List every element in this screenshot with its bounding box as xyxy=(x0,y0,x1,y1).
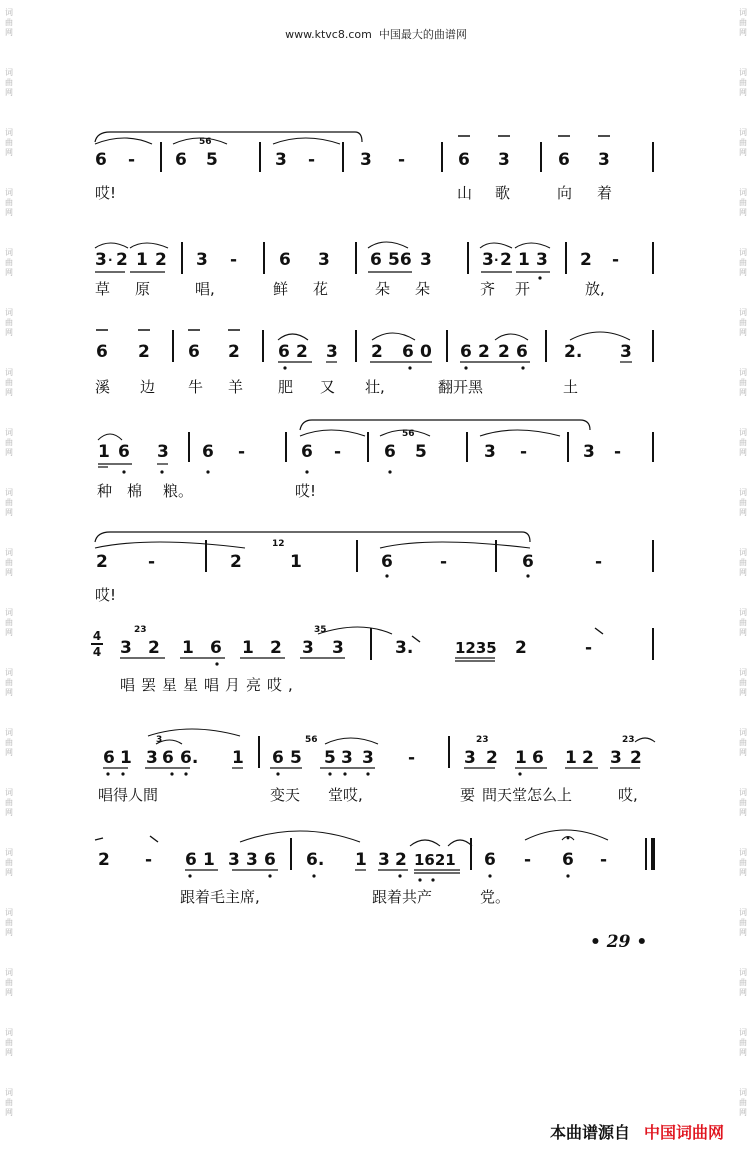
note: 6 xyxy=(458,150,470,170)
watermark-text: 词 曲 网 xyxy=(739,188,747,217)
lyric: 哎! xyxy=(95,586,117,604)
note: 2 xyxy=(371,342,383,362)
watermark-text: 词 曲 网 xyxy=(5,128,13,157)
note: 6 xyxy=(532,748,544,768)
lyrics-line xyxy=(120,676,299,694)
note: - xyxy=(612,250,620,270)
note: 3 xyxy=(420,250,432,270)
barline xyxy=(652,432,654,462)
note: 3 xyxy=(598,150,610,170)
watermark-text: 词 曲 网 xyxy=(739,428,747,457)
barline xyxy=(181,242,183,274)
lyric: 向 xyxy=(557,184,573,202)
page-header xyxy=(0,26,752,42)
watermark-text: 词 曲 网 xyxy=(739,788,747,817)
note: 2 xyxy=(580,250,592,270)
note: 6 xyxy=(175,150,187,170)
lyric: 边 xyxy=(140,378,156,396)
watermark-text: 词 曲 网 xyxy=(5,968,13,997)
grace-note: 56 xyxy=(305,735,318,745)
lyric: 花 xyxy=(313,280,329,298)
watermark-text: 词 曲 网 xyxy=(5,1028,13,1057)
barline xyxy=(466,432,468,462)
note: - xyxy=(585,638,593,658)
lyric: 要 xyxy=(460,786,476,804)
barline xyxy=(262,330,264,362)
barline xyxy=(370,628,372,660)
note: 6 xyxy=(522,552,534,572)
note: 6 xyxy=(558,150,570,170)
note: 6 xyxy=(272,748,284,768)
slur-overlay xyxy=(0,232,752,312)
watermark-text: 词 曲 网 xyxy=(5,308,13,337)
note: - xyxy=(520,442,528,462)
note: 6 xyxy=(460,342,472,362)
lyric: 放, xyxy=(585,280,605,298)
barline xyxy=(188,432,190,462)
note: 3 xyxy=(484,442,496,462)
barline xyxy=(448,736,450,768)
note: 6 xyxy=(162,748,174,768)
barline xyxy=(441,142,443,172)
grace-note: 56 xyxy=(402,429,415,439)
note: 2. xyxy=(564,342,583,362)
lyric: 变天 xyxy=(270,786,301,804)
note: 1 xyxy=(518,250,530,270)
note: - xyxy=(308,150,316,170)
watermark-text: 词 曲 网 xyxy=(5,248,13,277)
note: 3 xyxy=(146,748,158,768)
lyric: 开 xyxy=(515,280,531,298)
note: 1 xyxy=(355,850,367,870)
barline xyxy=(652,330,654,362)
note: 6 xyxy=(95,150,107,170)
score-system-2: 3 · 2 1 2 3 - 6 3 6 56 3 3 · 2 1 3 2 - 草 原 唱, 鲜 花 朵 朵 齐 开 放, xyxy=(0,232,752,312)
watermark-text: 词 曲 网 xyxy=(739,488,747,517)
watermark-text: 词 曲 网 xyxy=(739,608,747,637)
final-barline xyxy=(651,838,655,870)
score-system-1 xyxy=(0,128,752,208)
grace-note: 56 xyxy=(199,137,212,147)
barline xyxy=(205,540,207,572)
note: - xyxy=(614,442,622,462)
score-system-5 xyxy=(0,526,752,610)
barline xyxy=(356,540,358,572)
note: 1 xyxy=(565,748,577,768)
lyric: 朵 xyxy=(415,280,431,298)
barline xyxy=(172,330,174,362)
lyric: 跟着毛主席, xyxy=(180,888,260,906)
watermark-text: 词 曲 网 xyxy=(5,548,13,577)
watermark-text: 词 曲 网 xyxy=(5,188,13,217)
lyric: 草 xyxy=(95,280,111,298)
note: 3 xyxy=(196,250,208,270)
note: 6 xyxy=(210,638,222,658)
note: 1235 xyxy=(455,639,497,657)
lyric: 朵 xyxy=(375,280,391,298)
watermark-text: 词 曲 网 xyxy=(739,548,747,577)
note: 5 xyxy=(290,748,302,768)
note: 3 xyxy=(610,748,622,768)
barline xyxy=(652,142,654,172)
note: 6 xyxy=(96,342,108,362)
note: 1 xyxy=(98,442,110,462)
time-signature-top: 4 xyxy=(92,629,102,643)
note: - xyxy=(230,250,238,270)
note: 6 xyxy=(381,552,393,572)
lyric: 着 xyxy=(597,184,613,202)
lyric: 牛 xyxy=(188,378,204,396)
time-signature-bottom: 4 xyxy=(92,644,102,659)
note: 6 xyxy=(301,442,313,462)
barline xyxy=(263,242,265,274)
lyric: 唱罢星星唱月亮哎, xyxy=(120,676,299,694)
lyric: 唱得人間 xyxy=(98,786,159,804)
note: - xyxy=(600,850,608,870)
lyric: 种 xyxy=(97,482,113,500)
grace-note: 3 xyxy=(156,735,163,745)
footer-source-label: 本曲谱源自 xyxy=(549,1123,630,1142)
lyric: 歌 xyxy=(495,184,511,202)
note: 5 xyxy=(415,442,427,462)
barline xyxy=(540,142,542,172)
barline xyxy=(645,838,647,870)
watermark-text: 词 曲 网 xyxy=(5,848,13,877)
note: - xyxy=(595,552,603,572)
lyric: 党。 xyxy=(480,888,511,906)
note: 2 xyxy=(270,638,282,658)
watermark-text: 词 曲 网 xyxy=(5,488,13,517)
note: 2 xyxy=(228,342,240,362)
watermark-text: 词 曲 网 xyxy=(5,68,13,97)
lyric: 棉 xyxy=(127,482,143,500)
note: 2 xyxy=(116,250,128,270)
note: 3 xyxy=(318,250,330,270)
page-footer xyxy=(550,1120,724,1143)
lyric: 原 xyxy=(135,280,151,298)
barline xyxy=(446,330,448,362)
note: 2 xyxy=(155,250,167,270)
score-system-7 xyxy=(0,722,752,808)
lyric: 翻开黑 xyxy=(438,378,484,396)
barline xyxy=(342,142,344,172)
note: 1 xyxy=(515,748,527,768)
note: 6 xyxy=(279,250,291,270)
lyric: 堂哎, xyxy=(328,786,363,804)
note: 0 xyxy=(420,342,432,362)
lyric: 哎, xyxy=(618,786,638,804)
watermark-text: 词 曲 网 xyxy=(739,68,747,97)
barline xyxy=(290,838,292,870)
footer-site-link[interactable]: 中国词曲网 xyxy=(643,1123,724,1142)
note: 6 xyxy=(370,250,382,270)
note: - xyxy=(148,552,156,572)
note: 3 xyxy=(620,342,632,362)
lyric: 鲜 xyxy=(273,280,289,298)
watermark-text: 词 曲 网 xyxy=(739,248,747,277)
note: 6 xyxy=(384,442,396,462)
watermark-text: 词 曲 网 xyxy=(739,128,747,157)
score-system-3 xyxy=(0,322,752,402)
note: 2 xyxy=(148,638,160,658)
lyric: 哎! xyxy=(95,184,117,202)
note: 6 xyxy=(484,850,496,870)
watermark-text: 词 曲 网 xyxy=(739,908,747,937)
note: - xyxy=(524,850,532,870)
note: 3 xyxy=(378,850,390,870)
lyric: 壮, xyxy=(365,378,385,396)
note: - xyxy=(238,442,246,462)
note: 2 xyxy=(515,638,527,658)
note: 3 xyxy=(120,638,132,658)
watermark-text: 词 曲 网 xyxy=(5,8,13,37)
page-number: • 29 • xyxy=(590,932,648,952)
note: - xyxy=(440,552,448,572)
note: 6 xyxy=(202,442,214,462)
grace-note: 35 xyxy=(314,625,327,635)
note: 6 xyxy=(188,342,200,362)
watermark-text: 词 曲 网 xyxy=(739,1088,747,1117)
watermark-text: 词 曲 网 xyxy=(5,668,13,697)
note: 6. xyxy=(306,850,325,870)
note: 1 xyxy=(232,748,244,768)
note: - xyxy=(128,150,136,170)
note: 3. xyxy=(395,638,414,658)
note: 1 xyxy=(182,638,194,658)
watermark-text: 词 曲 网 xyxy=(739,368,747,397)
lyric: 羊 xyxy=(228,378,244,396)
note: 1 xyxy=(242,638,254,658)
grace-note: 23 xyxy=(622,735,635,745)
barline xyxy=(258,736,260,768)
grace-note: 23 xyxy=(476,735,489,745)
note: 1621 xyxy=(414,851,456,869)
note: 6. xyxy=(180,748,199,768)
watermark-text: 词 曲 网 xyxy=(5,1088,13,1117)
note: 2 xyxy=(98,850,110,870)
watermark-text: 词 曲 网 xyxy=(5,908,13,937)
note: 6 xyxy=(264,850,276,870)
note: 3 xyxy=(246,850,258,870)
lyric: 又 xyxy=(320,378,336,396)
note: 3 xyxy=(536,250,548,270)
barline xyxy=(652,628,654,660)
lyric: 山 xyxy=(457,184,473,202)
note: 2 xyxy=(486,748,498,768)
watermark-text: 词 曲 网 xyxy=(5,608,13,637)
note: 2 xyxy=(138,342,150,362)
lyric: 哎! xyxy=(295,482,317,500)
note: 6 xyxy=(516,342,528,362)
barline xyxy=(495,540,497,572)
lyric: 肥 xyxy=(278,378,294,396)
watermark-text: 词 曲 网 xyxy=(739,1028,747,1057)
lyric: 跟着共产 xyxy=(372,888,433,906)
watermark-text: 词 曲 网 xyxy=(5,728,13,757)
note: 6 xyxy=(118,442,130,462)
barline xyxy=(355,242,357,274)
note: 2 xyxy=(395,850,407,870)
slur-overlay xyxy=(0,618,752,698)
watermark-text: 词 曲 网 xyxy=(5,788,13,817)
note: 5 xyxy=(324,748,336,768)
note: 2 xyxy=(478,342,490,362)
note: 2 xyxy=(498,342,510,362)
lyric: 粮。 xyxy=(163,482,194,500)
lyric: 唱, xyxy=(195,280,215,298)
note: 1 xyxy=(120,748,132,768)
barline xyxy=(470,838,472,870)
note: 2 xyxy=(230,552,242,572)
note: 1 xyxy=(136,250,148,270)
barline xyxy=(652,242,654,274)
note: 3 xyxy=(275,150,287,170)
note: 56 xyxy=(388,250,412,270)
lyric: 齐 xyxy=(480,280,496,298)
grace-note: 12 xyxy=(272,539,285,549)
note: 3 xyxy=(95,250,107,270)
score-system-4 xyxy=(0,418,752,508)
note: 3 xyxy=(326,342,338,362)
watermark-text: 词 曲 网 xyxy=(739,8,747,37)
header-site-url: www.ktvc8.com xyxy=(285,28,372,41)
watermark-text: 词 曲 网 xyxy=(739,968,747,997)
barline xyxy=(565,242,567,274)
note: 3 xyxy=(464,748,476,768)
note: 1 xyxy=(290,552,302,572)
watermark-text: 词 曲 网 xyxy=(739,728,747,757)
note: 5 xyxy=(206,150,218,170)
score-system-6 xyxy=(0,618,752,698)
note: 3 xyxy=(341,748,353,768)
note: 3 xyxy=(583,442,595,462)
note: - xyxy=(398,150,406,170)
lyric: 土 xyxy=(563,378,579,396)
score-system-8 xyxy=(0,818,752,908)
note: 3 xyxy=(362,748,374,768)
note: 3 xyxy=(332,638,344,658)
barline xyxy=(367,432,369,462)
note: 3 xyxy=(157,442,169,462)
note: 3 xyxy=(498,150,510,170)
grace-note: 23 xyxy=(134,625,147,635)
watermark-text: 词 曲 网 xyxy=(739,668,747,697)
watermark-text: 词 曲 网 xyxy=(739,848,747,877)
barline xyxy=(545,330,547,362)
note: 6 xyxy=(185,850,197,870)
lyric: 問天堂怎么上 xyxy=(482,786,573,804)
note: 3 xyxy=(228,850,240,870)
note: - xyxy=(145,850,153,870)
note: 1 xyxy=(203,850,215,870)
barline xyxy=(467,242,469,274)
note: 2 xyxy=(500,250,512,270)
note: 6 xyxy=(278,342,290,362)
barline xyxy=(160,142,162,172)
note: 2 xyxy=(630,748,642,768)
note: 3 xyxy=(482,250,494,270)
note: 6 xyxy=(562,850,574,870)
note: 2 xyxy=(96,552,108,572)
barline xyxy=(567,432,569,462)
note: 3 xyxy=(302,638,314,658)
note: - xyxy=(334,442,342,462)
note: 6 xyxy=(103,748,115,768)
barline xyxy=(652,540,654,572)
barline xyxy=(259,142,261,172)
note: 3 xyxy=(360,150,372,170)
note: 2 xyxy=(296,342,308,362)
barline xyxy=(355,330,357,362)
barline xyxy=(285,432,287,462)
header-site-tagline: 中国最大的曲谱网 xyxy=(378,28,467,41)
lyric: 溪 xyxy=(95,378,111,396)
note: - xyxy=(408,748,416,768)
watermark-text: 词 曲 网 xyxy=(5,368,13,397)
watermark-text: 词 曲 网 xyxy=(739,308,747,337)
watermark-text: 词 曲 网 xyxy=(5,428,13,457)
note: 2 xyxy=(582,748,594,768)
note: 6 xyxy=(402,342,414,362)
slur-overlay xyxy=(0,418,752,508)
